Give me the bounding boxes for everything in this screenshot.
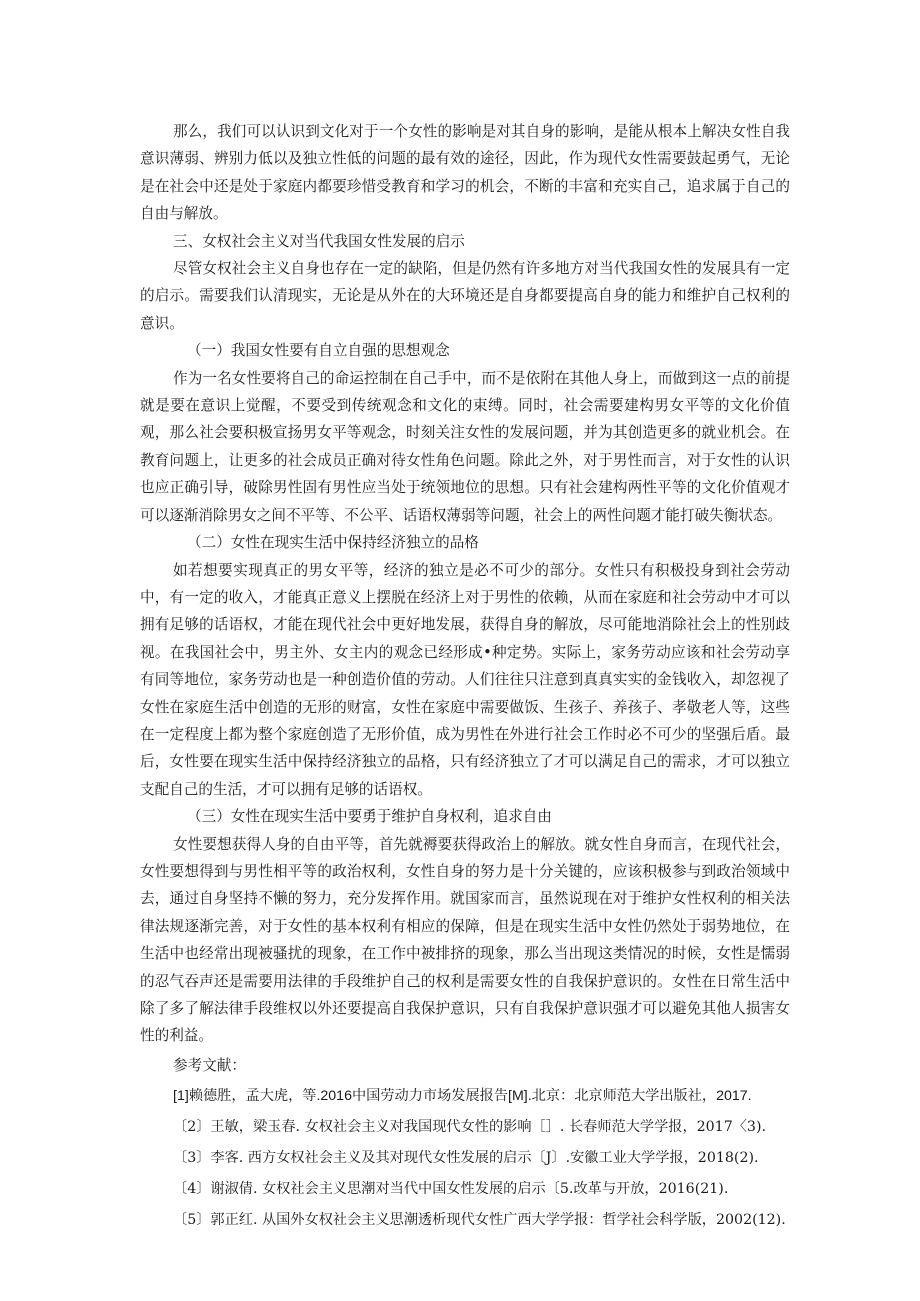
reference-item: 〔2〕王敏，梁玉春. 女权社会主义对我国现代女性的影响［］. 长春师范大学学报，2017〈3). [173,1119,766,1136]
body-paragraph: 作为一名女性要将自己的命运控制在自己手中，而不是依附在其他人身上，而做到这一点的前提就是要在意识上觉醒，不要受到传统观念和文化的束缚。同时，社会需要建构男女平等的文化价值观，那么社会要积极宣扬男女平等观念，时刻关注女性的发展问题，并为其创造更多的就业机会。在教育问题上，让更多的社会成员正确对待女性角色问题。除此之外，对于男性而言，对于女性的认识也应正确引导，破除男性固有男性应当处于统领地位的思想。只有社会建构两性平等的文化价值观才可以逐渐消除男女之间不平等、不公平、话语权薄弱等问题，社会上的两性问题才能打破失衡状态。 [140,369,790,524]
reference-item: 〔5〕郭正红. 从国外女权社会主义思潮透析现代女性广西大学学报：哲学社会科学版，2002(12). [173,1212,786,1229]
body-paragraph: 女性要想获得人身的自由平等，首先就褥要获得政治上的解放。就女性自身而言，在现代社会，女性要想得到与男性相平等的政治权利，女性自身的努力是十分关键的，应该积极参与到政治领域中去，通过自身坚持不懒的努力，充分发挥作用。就国家而言，虽然说现在对于维护女性权利的相关法律法规逐渐完善，对于女性的基本权利有相应的保障，但是在现实生活中女性仍然处于弱势地位，在生活中也经常出现被骚扰的现象，在工作中被排挤的现象，那么当出现这类情况的时候，女性是懦弱的忍气吞声还是需要用法律的手段维护自己的权利是需要女性的自我保护意识的。女性在日常生活中除了多了解法律手段维权以外还要提高自我保护意识，只有自我保护意识强才可以避免其他人损害女性的利益。 [140,835,790,1045]
subsection-heading: （三）女性在现实生活中要勇于维护自身权利，追求自由 [187,808,552,826]
subsection-heading: （二）女性在现实生活中保持经济独立的品格 [187,534,479,552]
reference-item: 〔3〕李客. 西方女权社会主义及其对现代女性发展的启示〔J〕.安徽工业大学学报，2018(2). [173,1150,759,1167]
reference-item: 〔4〕谢淑倩. 女权社会主义思潮对当代中国女性发展的启示〔5.改革与开放，2016(21). [173,1181,729,1198]
section-heading: 三、女权社会主义对当代我国女性发展的启示 [173,232,465,250]
body-paragraph: 尽管女权社会主义自身也存在一定的缺陷，但是仍然有许多地方对当代我国女性的发展具有一定的启示。需要我们认清现实，无论是从外在的大环境还是自身都要提高自身的能力和维护自己权利的意识。 [140,260,790,332]
reference-item: [1]赖德胜，孟大虎，等.2016中国劳动力市场发展报告[M].北京：北京师范大学出版社，2017. [173,1088,752,1105]
subsection-heading: （一）我国女性要有自立自强的思想观念 [187,342,450,360]
references-title: 参考文献： [173,1056,246,1074]
body-paragraph: 如若想要实现真正的男女平等，经济的独立是必不可少的部分。女性只有积极投身到社会劳动中，有一定的收入，才能真正意义上摆脱在经济上对于男性的依赖，从而在家庭和社会劳动中才可以拥有足够的话语权，才能在现代社会中更好地发展，获得自身的解放，尽可能地消除社会上的性别歧视。在我国社会中，男主外、女主内的观念已经形成•种定势。实际上，家务劳动应该和社会劳动享有同等地位，家务劳动也是一种创造价值的劳动。人们往往只注意到真真实实的金钱收入，却忽视了女性在家庭生活中创造的无形的财富，女性在家庭中需要做饭、生孩子、养孩子、孝敬老人等，这些在一定程度上都为整个家庭创造了无形价值，成为男性在外进行社会工作时必不可少的坚强后盾。最后，女性要在现实生活中保持经济独立的品格，只有经济独立了才可以满足自己的需求，才可以独立支配自己的生活，才可以拥有足够的话语权。 [140,561,790,798]
document-body [140,118,790,1234]
body-paragraph: 那么，我们可以认识到文化对于一个女性的影响是对其自身的影响，是能从根本上解决女性自我意识薄弱、辨别力低以及独立性低的问题的最有效的途径，因此，作为现代女性需要鼓起勇气，无论是在社会中还是处于家庭内都要珍惜受教育和学习的机会，不断的丰富和充实自己，追求属于自己的自由与解放。 [140,123,790,223]
